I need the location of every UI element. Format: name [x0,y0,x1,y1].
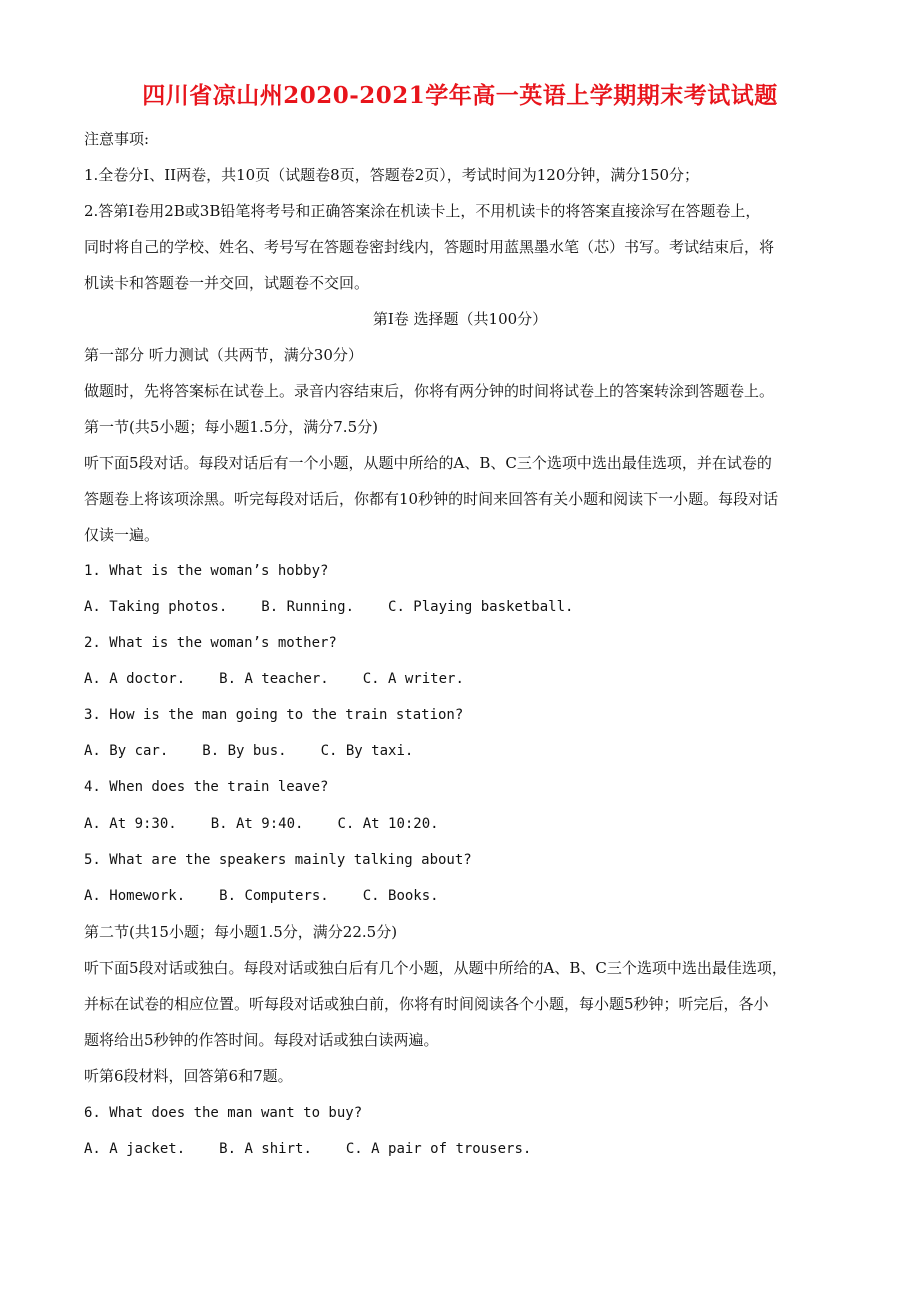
notice-heading: 注意事项: [84,130,150,148]
section-1-instructions-line-1: 听下面5段对话。每段对话后有一个小题，从题中所给的A、B、C三个选项中选出最佳选项，并在试卷的 [84,454,772,472]
notice-item-1: 1.全卷分I、II两卷，共10页（试题卷8页，答题卷2页），考试时间为120分钟，满分150分； [84,166,700,184]
question-5-options [84,885,844,907]
section-2-heading: 第二节(共15小题；每小题1.5分，满分22.5分) [84,923,398,941]
notice-item-2-line-1: 2.答第I卷用2B或3B铅笔将考号和正确答案涂在机读卡上，不用机读卡的将答案直接涂写在答题卷上， [84,202,761,220]
option-a: A. Homework. [84,888,186,904]
question-2-options [84,668,844,690]
option-a: A. A jacket. [84,1141,186,1157]
option-a: A. A doctor. [84,671,186,687]
question-5: 5. What are the speakers mainly talking about? [84,852,472,868]
option-b: B. A shirt. [219,1141,312,1157]
option-c: C. Books. [362,888,439,904]
option-a: A. At 9:30. [84,816,177,832]
section-2-instructions-line-3: 题将给出5秒钟的作答时间。每段对话或独白读两遍。 [84,1031,439,1049]
section-1-heading: 第一节(共5小题；每小题1.5分，满分7.5分) [84,418,378,436]
question-3-options [84,740,844,762]
option-c: C. By taxi. [320,743,414,759]
part-1-intro: 做题时，先将答案标在试卷上。录音内容结束后，你将有两分钟的时间将试卷上的答案转涂到答题卷上。 [84,382,775,400]
question-2: 2. What is the woman’s mother? [84,635,337,651]
question-4: 4. When does the train leave? [84,779,329,795]
option-b: B. By bus. [202,743,287,759]
question-3: 3. How is the man going to the train station? [84,707,464,723]
section-1-instructions-line-3: 仅读一遍。 [84,526,160,544]
option-c: C. A writer. [362,671,464,687]
option-c: C. At 10:20. [337,816,439,832]
option-b: B. Running. [261,599,355,615]
question-4-options [84,813,844,835]
option-c: C. A pair of trousers. [345,1141,532,1157]
option-b: B. At 9:40. [210,816,304,832]
volume-1-heading: 第I卷 选择题（共100分） [372,310,548,328]
question-6: 6. What does the man want to buy? [84,1105,363,1121]
part-1-heading: 第一部分 听力测试（共两节，满分30分） [84,346,363,364]
question-6-options [84,1138,844,1160]
question-1: 1. What is the woman’s hobby? [84,563,329,579]
section-2-instructions-line-2: 并标在试卷的相应位置。听每段对话或独白前，你将有时间阅读各个小题，每小题5秒钟；听完后，各小 [84,995,769,1013]
section-1-instructions-line-2: 答题卷上将该项涂黑。听完每段对话后，你都有10秒钟的时间来回答有关小题和阅读下一小题。每段对话 [84,490,779,508]
option-c: C. Playing basketball. [388,599,574,615]
option-b: B. A teacher. [219,671,329,687]
notice-item-2-line-3: 机读卡和答题卷一并交回，试题卷不交回。 [84,274,370,292]
option-a: A. By car. [84,743,169,759]
option-a: A. Taking photos. [84,599,228,615]
section-2-instructions-line-1: 听下面5段对话或独白。每段对话或独白后有几个小题，从题中所给的A、B、C三个选项中选出最佳选项， [84,959,787,977]
material-6-note: 听第6段材料，回答第6和7题。 [84,1067,293,1085]
option-b: B. Computers. [219,888,329,904]
question-1-options [84,596,844,618]
notice-item-2-line-2: 同时将自己的学校、姓名、考号写在答题卷密封线内，答题时用蓝黑墨水笔（芯）书写。考试结束后，将 [84,238,775,256]
page-title: 四川省凉山州2020-2021学年高一英语上学期期末考试试题 [142,82,778,109]
